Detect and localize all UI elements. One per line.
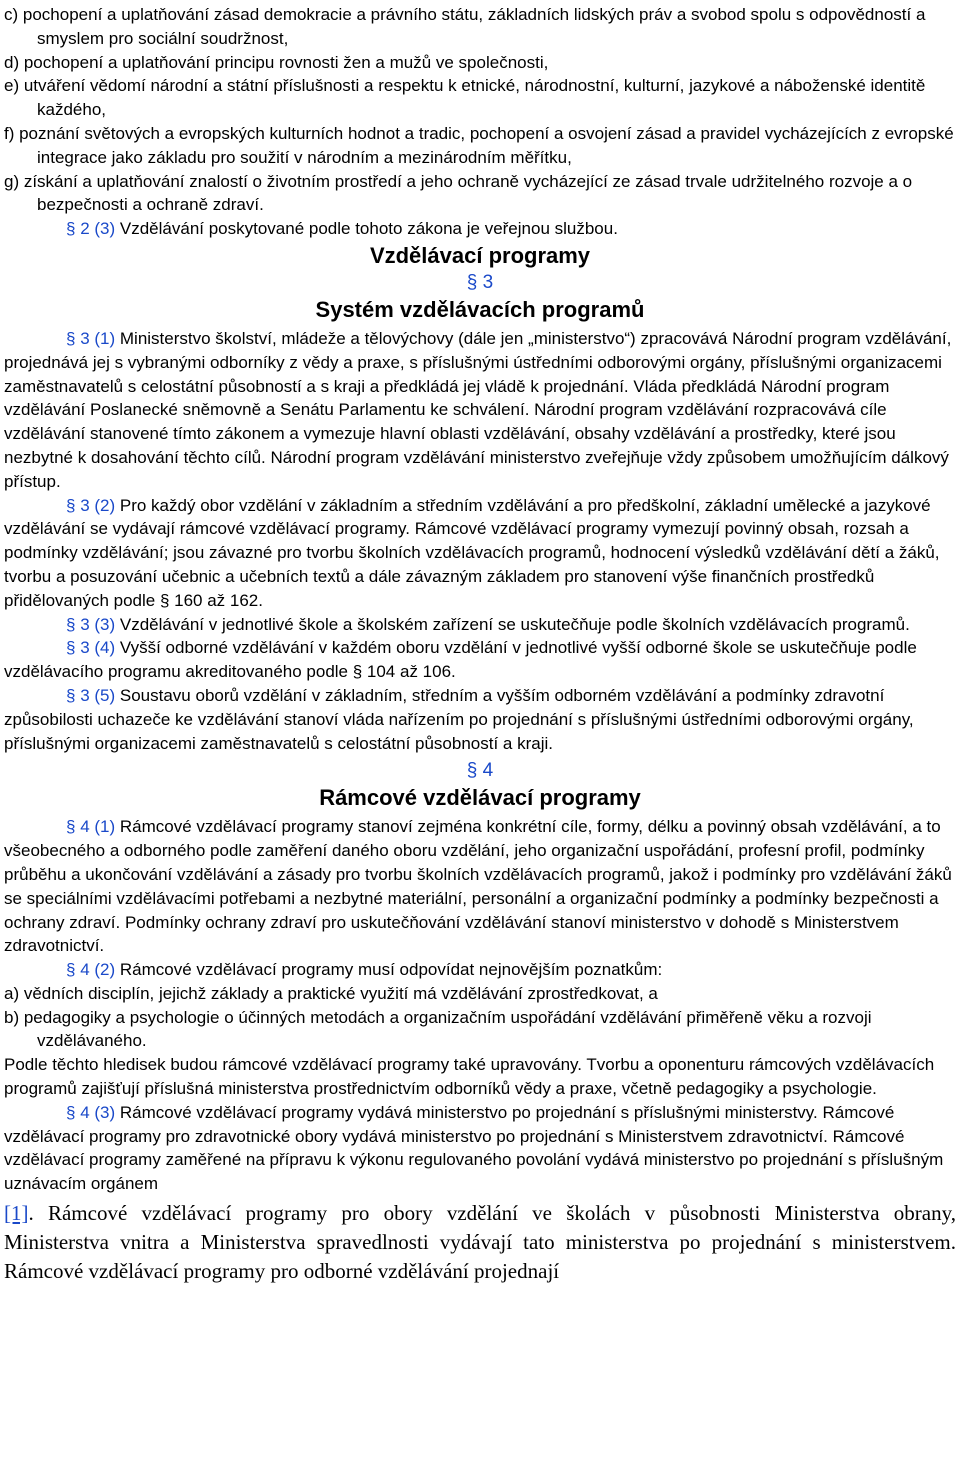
- section-ref-link[interactable]: 4 (3): [80, 1102, 116, 1122]
- paragraph-text: Soustavu oborů vzdělání v základním, středním a vyšším odborném vzdělávání a podmínky zdravotní způsobilosti uchazeče ke vzdělávání stanoví vláda nařízením po projednání s příslušnými ústředními odborovými orgány, příslušnými organizacemi zaměstnavatelů s celostátní působností a kraji.: [4, 685, 914, 753]
- section-ref-link[interactable]: 3 (1): [80, 328, 116, 348]
- section-ref-link[interactable]: 3: [482, 271, 494, 293]
- list-item: e) utváření vědomí národní a státní příslušnosti a respektu k etnické, národnostní, kulturní, jazykové a náboženské identitě každého,: [4, 76, 926, 120]
- list-item: a) vědních disciplín, jejichž základy a praktické využití má vzdělávání zprostředkovat, a: [4, 983, 658, 1003]
- list-item: f) poznání světových a evropských kulturních hodnot a tradic, pochopení a osvojení zásad a pravidel vycházejících z evropské integrace jako základu pro soužití v národním a mezinárodním měřítku,: [4, 123, 954, 167]
- section-sign-icon: §: [466, 760, 483, 782]
- list-item: c) pochopení a uplatňování zásad demokracie a právního státu, základních lidských práv a svobod spolu s odpovědností a smyslem pro sociální soudržnost,: [4, 5, 926, 48]
- section-sign-icon: §: [66, 960, 81, 980]
- paragraph-3-4: [4, 636, 956, 684]
- paragraph-text: Vyšší odborné vzdělávání v každém oboru vzdělání v jednotlivé vyšší odborné škole se uskutečňuje podle vzdělávacího programu akreditovaného podle § 104 až 106.: [4, 638, 917, 682]
- paragraph-text: Rámcové vzdělávací programy musí odpovídat nejnovějším poznatkům:: [115, 960, 663, 980]
- paragraph-2-3: [4, 217, 956, 241]
- paragraph-hlediska: Podle těchto hledisek budou rámcové vzdělávací programy také upravovány. Tvorbu a oponenturu rámcových vzdělávacích programů zajišťují příslušná ministerstva prostřednictvím odborníků vědy a praxe, včetně pedagogiky a psychologie.: [4, 1055, 935, 1099]
- paragraph-text: Pro každý obor vzdělání v základním a středním vzdělávání a pro předškolní, základní umělecké a jazykové vzdělávání se vydávají rámcové vzdělávací programy. Rámcové vzdělávací programy vymezují povinný obsah, rozsah a podmínky vzdělávání; jsou závazné pro tvorbu školních vzdělávacích programů, hodnocení výsledků vzdělávání dětí a žáků, tvorbu a posuzování učebnic a učebních textů a dále závazným základem pro stanovení výše finančních prostředků přidělovaných podle § 160 až 162.: [4, 495, 940, 610]
- section-sign-icon: §: [466, 271, 483, 293]
- section-3-body: [0, 324, 960, 755]
- paragraph-4-2: [4, 958, 956, 982]
- section-4-title: Rámcové vzdělávací programy: [319, 785, 641, 811]
- paragraph-serif-tail: [4, 1199, 956, 1286]
- section-sign-icon: §: [66, 817, 81, 837]
- paragraph-3-1: [4, 327, 956, 494]
- section-4-number: [0, 759, 960, 783]
- paragraph-4-1: [4, 815, 956, 958]
- serif-tail-block: [0, 1196, 960, 1286]
- section-sign-icon: §: [66, 495, 81, 515]
- section-sign-icon: §: [66, 638, 81, 658]
- list-item: d) pochopení a uplatňování principu rovnosti žen a mužů ve společnosti,: [4, 52, 549, 72]
- paragraph-4-3: [4, 1101, 956, 1196]
- paragraph-text: . Rámcové vzdělávací programy pro obory vzdělání ve školách v působnosti Ministerstva obrany, Ministerstva vnitra a Ministerstva spravedlnosti vydávají tato ministerstva po projednání s ministerstvem. Rámcové vzdělávací programy pro odborné vzdělávání projednají: [4, 1201, 956, 1284]
- section-sign-icon: §: [66, 328, 81, 348]
- section-4-body: [0, 812, 960, 1196]
- paragraph-3-5: [4, 684, 956, 755]
- paragraph-text: Vzdělávání poskytované podle tohoto zákona je veřejnou službou.: [115, 219, 618, 239]
- list-item: g) získání a uplatňování znalostí o životním prostředí a jeho ochraně vycházející ze zásad trvale udržitelného rozvoje a o bezpečnosti a ochraně zdraví.: [4, 171, 913, 215]
- section-sign-icon: §: [66, 685, 81, 705]
- section-ref-link[interactable]: 3 (4): [80, 638, 116, 658]
- section-ref-link[interactable]: 2 (3): [80, 219, 116, 239]
- paragraph-text: Ministerstvo školství, mládeže a tělovýchovy (dále jen „ministerstvo“) zpracovává Národní program vzdělávání, projednává jej s vybranými odborníky z vědy a praxe, s příslušnými ústředními odborovými orgány, příslušnými organizacemi zaměstnavatelů s celostátní působností a s kraji a předkládá jej vládě k projednání. Vláda předkládá Národní program vzdělávání Poslanecké sněmovně a Senátu Parlamentu ke schválení. Národní program vzdělávání rozpracovává cíle vzdělávání stanovené tímto zákonem a vymezuje hlavní oblasti vzdělávání, obsahy vzdělávání a prostředky, které jsou nezbytné k dosahování těchto cílů. Národní program vzdělávání ministerstvo zveřejňuje vždy způsobem umožňujícím dálkový přístup.: [4, 328, 952, 491]
- section-sign-icon: §: [66, 219, 81, 239]
- list-section-2: [0, 0, 960, 241]
- section-ref-link[interactable]: 3 (3): [80, 614, 116, 634]
- section-sign-icon: §: [66, 614, 81, 634]
- section-3-title: Systém vzdělávacích programů: [315, 296, 645, 322]
- paragraph-3-2: [4, 494, 956, 613]
- section-ref-link[interactable]: 3 (5): [80, 685, 116, 705]
- section-ref-link[interactable]: 4 (1): [80, 817, 116, 837]
- paragraph-text: Vzdělávání v jednotlivé škole a školském zařízení se uskutečňuje podle školních vzdělávacích programů.: [115, 614, 910, 634]
- footnote-link[interactable]: [1]: [4, 1201, 29, 1226]
- part-heading: Vzdělávací programy: [369, 242, 591, 268]
- section-ref-link[interactable]: 4 (2): [80, 960, 116, 980]
- paragraph-text: Rámcové vzdělávací programy stanoví zejména konkrétní cíle, formy, délku a povinný obsah vzdělávání, a to všeobecného a odborného podle zaměření daného oboru vzdělání, jeho organizační uspořádání, profesní profil, podmínky průběhu a ukončování vzdělávání a zásady pro tvorbu školních vzdělávacích programů, jakož i podmínky pro vzdělávání žáků se speciálními vzdělávacími potřebami a nezbytné materiální, personální a organizační podmínky a podmínky bezpečnosti a ochrany zdraví. Podmínky ochrany zdraví pro uskutečňování vzdělávání stanoví ministerstvo v dohodě s Ministerstvem zdravotnictví.: [4, 817, 952, 956]
- paragraph-text: Rámcové vzdělávací programy vydává ministerstvo po projednání s příslušnými ministerstvy. Rámcové vzdělávací programy pro zdravotnické obory vydává ministerstvo po projednání s Ministerstvem zdravotnictví. Rámcové vzdělávací programy zaměřené na přípravu k výkonu regulovaného povolání vydává ministerstvo po projednání s příslušným uznávacím orgánem: [4, 1102, 944, 1194]
- section-ref-link[interactable]: 3 (2): [80, 495, 116, 515]
- paragraph-3-3: [4, 613, 956, 637]
- section-3-number: [0, 271, 960, 295]
- section-sign-icon: §: [66, 1102, 81, 1122]
- section-ref-link[interactable]: 4: [482, 760, 494, 782]
- list-item: b) pedagogiky a psychologie o účinných metodách a organizačním uspořádání vzdělávání přiměřeně věku a rozvoji vzdělávaného.: [4, 1007, 872, 1051]
